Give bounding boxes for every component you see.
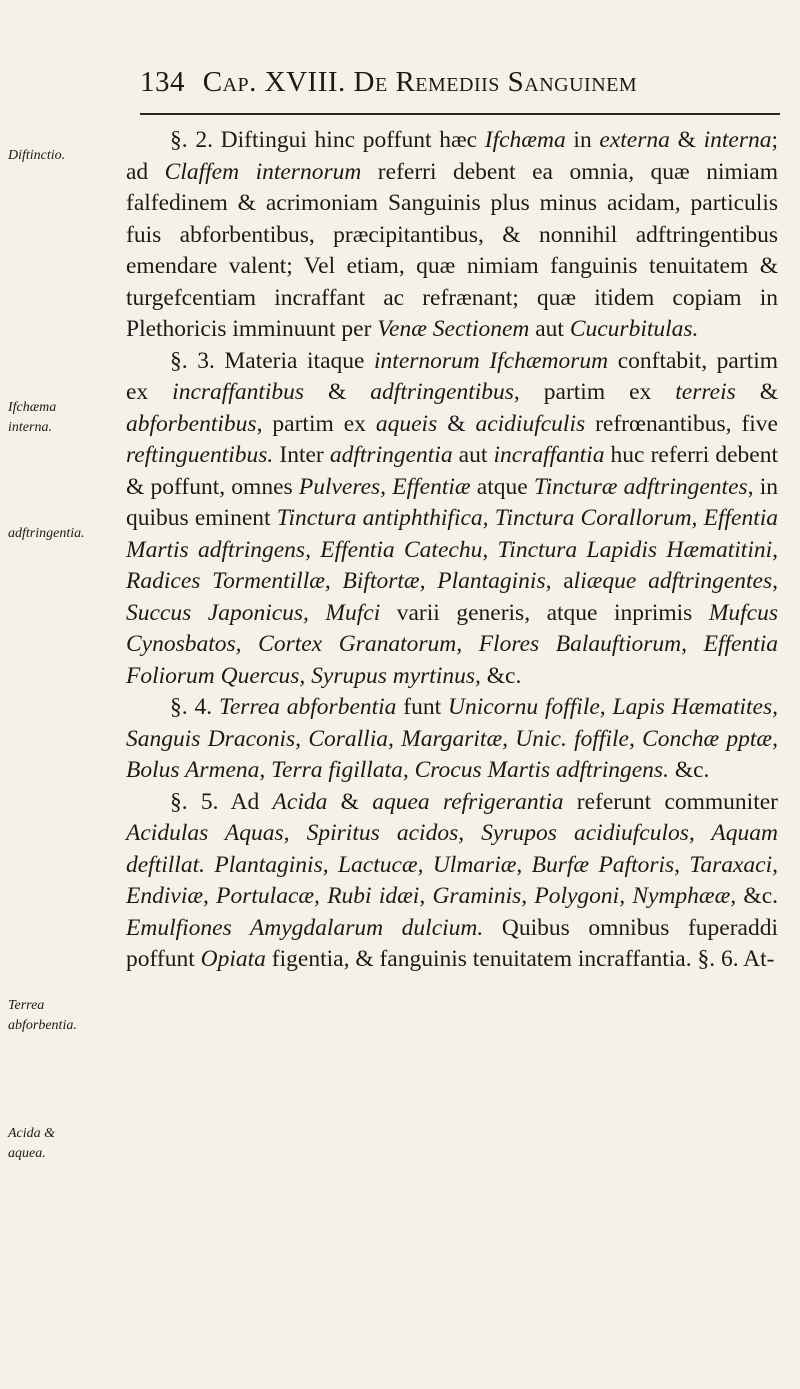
italic-term: liæque adftringentes, Succus Japonicus, Mufci <box>126 568 778 626</box>
italic-term: adftringentibus <box>370 379 514 405</box>
text-run: aut <box>529 316 570 342</box>
text-run: a <box>551 568 574 594</box>
paragraph <box>126 787 778 976</box>
text-run: Ad <box>218 788 273 815</box>
italic-term: abforbentibus <box>126 410 257 437</box>
italic-term: incraffantibus <box>172 379 305 405</box>
italic-term: adftringentia <box>329 442 453 468</box>
text-run: &c. <box>668 757 710 783</box>
italic-term: internorum Ifchæmorum <box>374 347 609 374</box>
text-run: figentia, & fanguinis tenuitatem incraffantia. §. 6. At- <box>265 946 775 972</box>
text-run: atque <box>470 473 534 500</box>
chapter-label: Cap. XVIII. <box>202 66 346 98</box>
italic-term: Tinctura antiphthifica, Tinctura Corallorum, Effentia Martis adftringens, Effentia Catechu, Tinctura Lapidis Hæmatitini, Radices Tormentillæ, Biftortæ, Plantaginis, <box>126 505 778 594</box>
text-run: , in quibus eminent <box>126 473 779 531</box>
text-run: aut <box>452 442 494 468</box>
margin-note-distinctio: Diftinctio. <box>8 148 66 163</box>
italic-term: Unicornu foffile, Lapis Hæmatites, Sanguis Draconis, Corallia, Margaritæ, Unic. foffile, Conchæ pptæ, Bolus Armena, Terra figillata, Crocus Martis adftringens. <box>126 694 779 783</box>
text-run: & <box>327 788 373 815</box>
italic-term: Mufcus Cynosbatos, Cortex Granatorum, Flores Balauftiorum, Effentia Foliorum Quercus, Syrupus myrtinus, <box>126 599 778 689</box>
text-run: Materia itaque <box>214 347 375 374</box>
text-run: referri debent ea omnia, quæ nimiam falfedinem & acrimoniam Sanguinis plus minus acidam, particulis fuis abforbentibus, præcipitantibus, & nonnihil adftringentibus emendare valent; Vel etiam, quæ nimiam fanguinis tenuitatem & turgefcentiam incraffant ac refrænant; quæ itidem copiam in Plethoricis imminuunt per <box>126 158 779 342</box>
paragraph <box>126 692 778 787</box>
margin-note-terrea-absorbentia: Terrea abforbentia. <box>8 998 77 1033</box>
text-run: huc referri debent & poffunt, omnes <box>126 442 778 500</box>
italic-term: terreis <box>675 379 736 405</box>
italic-term: Venæ Sectionem <box>377 316 530 342</box>
italic-term: Cucurbitulas. <box>569 316 699 342</box>
italic-term: incraffantia <box>493 442 605 468</box>
italic-term: Opiata <box>200 946 266 972</box>
italic-term: Acidulas Aquas, Spiritus acidos, Syrupos acidiufculos, Aquam deftillat. Plantaginis, Lactucæ, Ulmariæ, Burfæ Paftoris, Taraxaci, Endiviæ, Portulacæ, Rubi idæi, Graminis, Polygoni, Nymphææ, <box>126 820 778 909</box>
text-run: & <box>669 127 704 153</box>
body-text <box>126 125 778 976</box>
chapter-title: De Remediis Sanguinem <box>353 66 638 98</box>
header-rule <box>140 113 780 115</box>
text-run <box>212 694 219 720</box>
text-run: varii generis, atque inprimis <box>380 599 709 626</box>
text-run: in <box>565 127 600 153</box>
text-run: & <box>735 379 779 405</box>
section-number: §. 4. <box>170 694 213 720</box>
text-run: Inter <box>273 442 330 468</box>
text-run: & <box>437 410 476 437</box>
text-run: &c. <box>736 883 778 909</box>
text-run: funt <box>396 694 449 720</box>
text-run: refrœnantibus, five <box>585 410 778 437</box>
paragraph <box>126 346 778 693</box>
section-number: §. 3. <box>170 347 215 374</box>
italic-term: reftinguentibus. <box>126 442 274 468</box>
italic-term: Pulveres, Effentiæ <box>298 473 471 500</box>
italic-term: aquea refrigerantia <box>372 788 564 815</box>
margin-note-adstringentia: adftringentia. <box>8 526 85 541</box>
text-run: referunt communiter <box>563 788 778 815</box>
text-run: Diftingui hinc poffunt hæc <box>212 127 485 153</box>
italic-term: Claffem internorum <box>164 158 362 185</box>
italic-term: Emulfiones Amygdalarum dulcium. <box>126 914 484 941</box>
margin-note-acida-aquea: Acida & aquea. <box>8 1126 56 1161</box>
section-number: §. 2. <box>170 127 213 153</box>
text-run: & <box>304 379 371 405</box>
running-header <box>140 66 780 99</box>
text-run: , partim ex <box>256 410 376 437</box>
text-run: , partim ex <box>513 379 676 405</box>
italic-term: Ifchæma <box>484 127 566 153</box>
page-number: 134 <box>140 66 185 98</box>
italic-term: Tincturæ adftringentes <box>533 473 748 500</box>
text-run: Quibus omnibus fuperaddi poffunt <box>126 914 778 972</box>
text-run: ; ad <box>126 127 779 185</box>
italic-term: interna <box>703 127 772 153</box>
paragraph <box>126 125 778 346</box>
italic-term: Acida <box>272 788 328 815</box>
text-run: conftabit, partim ex <box>126 347 779 405</box>
italic-term: Terrea abforbentia <box>218 694 397 720</box>
italic-term: aqueis <box>375 410 438 437</box>
italic-term: acidiufculis <box>475 410 586 437</box>
italic-term: externa <box>599 127 670 153</box>
margin-note-ischaema-interna: Ifchæma interna. <box>8 400 57 435</box>
section-number: §. 5. <box>170 788 219 815</box>
text-run: &c. <box>480 662 522 689</box>
